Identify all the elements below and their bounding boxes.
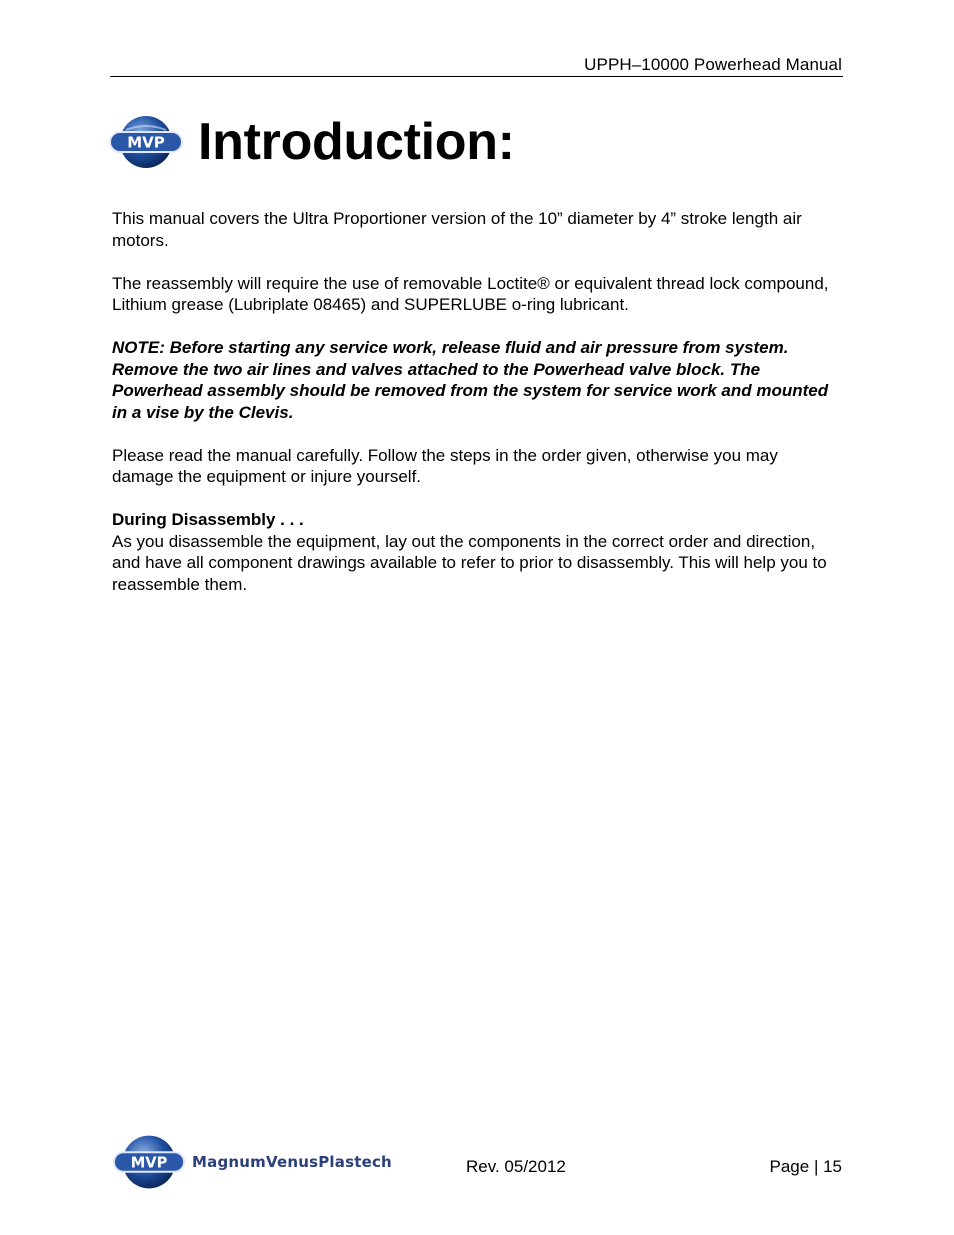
page-number: Page | 15 <box>769 1157 842 1176</box>
mvp-logo-icon <box>106 112 186 172</box>
paragraph-materials: The reassembly will require the use of removable Loctite® or equivalent thread lock compound, Lithium grease (Lubriplate 08465) and SUPERLUBE o-ring lubricant. <box>112 273 829 314</box>
header-title: UPPH–10000 Powerhead Manual <box>584 55 842 74</box>
body-content <box>112 208 842 617</box>
title-logo-text: MVP <box>127 133 165 152</box>
disassembly-section <box>112 509 842 595</box>
footer-logo-text: MVP <box>130 1154 168 1172</box>
paragraph-read-carefully: Please read the manual carefully. Follow the steps in the order given, otherwise you may damage the equipment or injure yourself. <box>112 445 778 486</box>
header-rule <box>110 76 843 77</box>
footer-mvp-logo-icon <box>110 1132 188 1192</box>
section-subheading: During Disassembly . . . <box>112 510 304 529</box>
page-title: Introduction: <box>198 113 515 171</box>
page-heading <box>106 112 515 172</box>
paragraph-disassembly: As you disassemble the equipment, lay out the components in the correct order and direction, and have all component drawings available to refer to prior to disassembly. This will help you to reassemble them. <box>112 531 827 594</box>
safety-note: NOTE: Before starting any service work, release fluid and air pressure from system. Remove the two air lines and valves attached to the Powerhead valve block. The Powerhead assembly should be removed from the system for service work and mounted in a vise by the Clevis. <box>112 338 829 422</box>
footer-brand <box>110 1132 392 1192</box>
brand-name: MagnumVenusPlastech <box>192 1153 392 1171</box>
paragraph-intro: This manual covers the Ultra Proportioner version of the 10” diameter by 4” stroke length air motors. <box>112 209 802 250</box>
revision-date: Rev. 05/2012 <box>466 1157 566 1176</box>
